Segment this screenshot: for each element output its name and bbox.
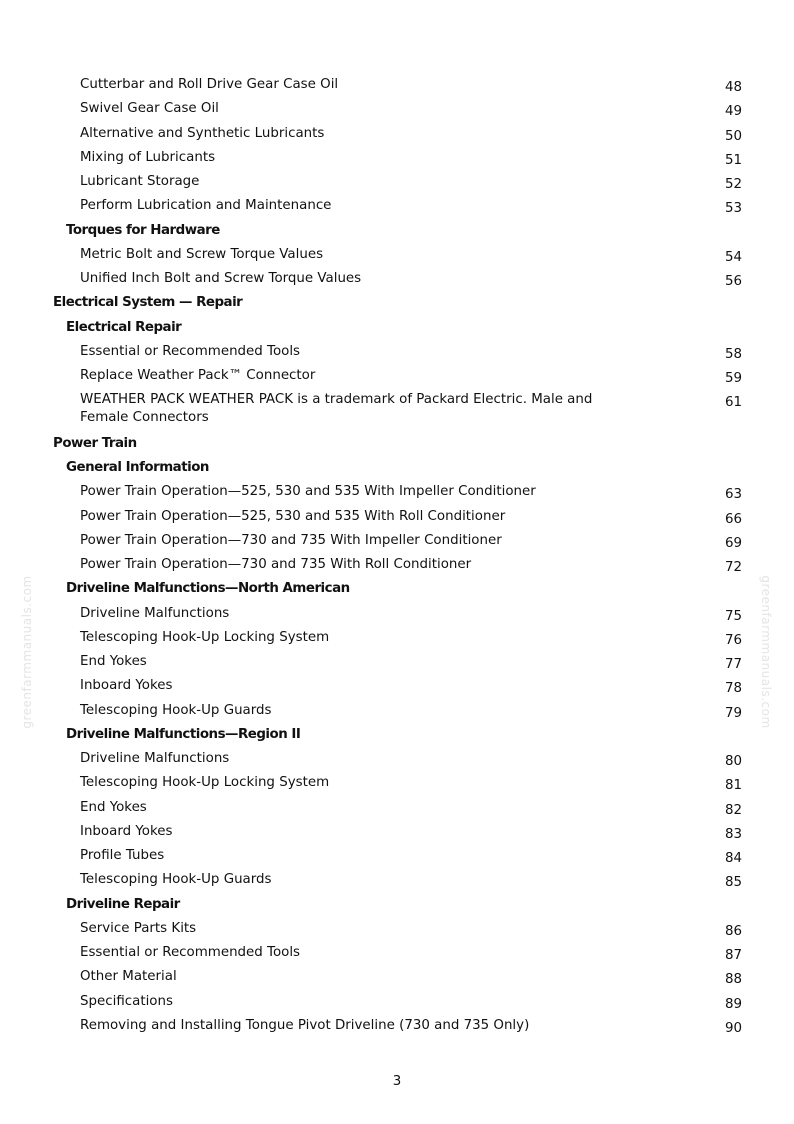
toc-entry[interactable] bbox=[0, 100, 794, 118]
toc-entry-title: Power Train Operation—730 and 735 With Roll Conditioner bbox=[80, 557, 472, 572]
toc-entry-title: Profile Tubes bbox=[80, 848, 165, 863]
toc-entry-page-number: 77 bbox=[724, 657, 742, 672]
toc-entry-title: Metric Bolt and Screw Torque Values bbox=[80, 247, 324, 262]
toc-entry-page-number: 59 bbox=[724, 371, 742, 386]
toc-entry-page-number: 81 bbox=[724, 778, 742, 793]
toc-entry-title: Perform Lubrication and Maintenance bbox=[80, 198, 332, 213]
toc-entry-title: Essential or Recommended Tools bbox=[80, 945, 301, 960]
toc-entry-page-number: 86 bbox=[724, 924, 742, 939]
toc-entry-title: Telescoping Hook-Up Locking System bbox=[80, 630, 330, 645]
toc-entry-title: Inboard Yokes bbox=[80, 824, 173, 839]
toc-entry-title: Swivel Gear Case Oil bbox=[80, 101, 219, 116]
toc-entry-page-number: 61 bbox=[724, 395, 742, 410]
toc-entry-title: Inboard Yokes bbox=[80, 678, 173, 693]
toc-entry[interactable] bbox=[0, 629, 794, 647]
toc-entry-page-number: 79 bbox=[724, 706, 742, 721]
toc-entry-title: Power Train bbox=[53, 436, 137, 451]
toc-entry-page-number: 53 bbox=[724, 201, 742, 216]
watermark-right: greenfarmmanuals.com bbox=[759, 575, 773, 729]
toc-entry-page-number: 66 bbox=[724, 512, 742, 527]
toc-entry-title: Lubricant Storage bbox=[80, 174, 200, 189]
toc-entry-page-number: 56 bbox=[724, 274, 742, 289]
toc-entry[interactable] bbox=[0, 823, 794, 841]
toc-entry-title: Driveline Malfunctions bbox=[80, 751, 230, 766]
toc-section-heading bbox=[0, 319, 794, 337]
toc-entry[interactable] bbox=[0, 847, 794, 865]
toc-entry-page-number: 72 bbox=[724, 560, 742, 575]
toc-entry-title: Removing and Installing Tongue Pivot Driveline (730 and 735 Only) bbox=[80, 1018, 530, 1033]
watermark-left: greenfarmmanuals.com bbox=[20, 575, 34, 729]
toc-entry[interactable] bbox=[0, 508, 794, 526]
toc-entry-title: Power Train Operation—730 and 735 With Impeller Conditioner bbox=[80, 533, 502, 548]
toc-section-heading bbox=[0, 459, 794, 477]
toc-section-heading bbox=[0, 726, 794, 744]
toc-entry[interactable] bbox=[0, 270, 794, 288]
toc-entry-page-number: 52 bbox=[724, 177, 742, 192]
toc-entry-page-number: 51 bbox=[724, 153, 742, 168]
toc-entry[interactable] bbox=[0, 173, 794, 191]
toc-entry-title: Other Material bbox=[80, 969, 177, 984]
toc-entry[interactable] bbox=[0, 391, 794, 427]
toc-entry-page-number: 90 bbox=[724, 1021, 742, 1036]
toc-entry-title: End Yokes bbox=[80, 654, 147, 669]
toc-entry-page-number: 87 bbox=[724, 948, 742, 963]
toc-entry[interactable] bbox=[0, 944, 794, 962]
toc-entry-title: Driveline Repair bbox=[66, 897, 180, 912]
toc-entry[interactable] bbox=[0, 367, 794, 385]
toc-entry[interactable] bbox=[0, 774, 794, 792]
toc-section-heading bbox=[0, 896, 794, 914]
toc-entry-page-number: 88 bbox=[724, 972, 742, 987]
toc-entry-title: Driveline Malfunctions—Region II bbox=[66, 727, 301, 742]
toc-entry-title: Cutterbar and Roll Drive Gear Case Oil bbox=[80, 77, 339, 92]
toc-entry-page-number: 48 bbox=[724, 80, 742, 95]
toc-entry-title: Power Train Operation—525, 530 and 535 With Roll Conditioner bbox=[80, 509, 506, 524]
toc-entry-title: Driveline Malfunctions bbox=[80, 606, 230, 621]
toc-section-heading bbox=[0, 222, 794, 240]
toc-entry-title: WEATHER PACK WEATHER PACK is a trademark of Packard Electric. Male and Female Connectors bbox=[80, 392, 593, 425]
toc-entry-title: Power Train Operation—525, 530 and 535 With Impeller Conditioner bbox=[80, 484, 536, 499]
toc-entry[interactable] bbox=[0, 750, 794, 768]
toc-entry[interactable] bbox=[0, 799, 794, 817]
page-number: 3 bbox=[392, 1074, 402, 1089]
toc-entry[interactable] bbox=[0, 556, 794, 574]
toc-entry-title: Driveline Malfunctions—North American bbox=[66, 581, 350, 596]
toc-entry-page-number: 89 bbox=[724, 997, 742, 1012]
toc-entry-page-number: 76 bbox=[724, 633, 742, 648]
toc-entry[interactable] bbox=[0, 653, 794, 671]
toc-entry-title: Telescoping Hook-Up Locking System bbox=[80, 775, 330, 790]
toc-entry-page-number: 69 bbox=[724, 536, 742, 551]
toc-entry[interactable] bbox=[0, 920, 794, 938]
toc-entry-page-number: 54 bbox=[724, 250, 742, 265]
toc-entry[interactable] bbox=[0, 483, 794, 501]
toc-entry[interactable] bbox=[0, 993, 794, 1011]
toc-entry-page-number: 50 bbox=[724, 129, 742, 144]
toc-entry-page-number: 83 bbox=[724, 827, 742, 842]
toc-entry-page-number: 49 bbox=[724, 104, 742, 119]
toc-entry-page-number: 58 bbox=[724, 347, 742, 362]
toc-entry-page-number: 82 bbox=[724, 803, 742, 818]
toc-entry-page-number: 84 bbox=[724, 851, 742, 866]
toc-entry-title: Torques for Hardware bbox=[66, 223, 220, 238]
toc-entry[interactable] bbox=[0, 149, 794, 167]
toc-entry-title: Electrical Repair bbox=[66, 320, 182, 335]
toc-entry-page-number: 85 bbox=[724, 875, 742, 890]
toc-entry[interactable] bbox=[0, 246, 794, 264]
toc-entry-page-number: 80 bbox=[724, 754, 742, 769]
toc-entry[interactable] bbox=[0, 1017, 794, 1035]
toc-entry[interactable] bbox=[0, 605, 794, 623]
toc-entry-page-number: 78 bbox=[724, 681, 742, 696]
toc-entry-title: Alternative and Synthetic Lubricants bbox=[80, 126, 325, 141]
toc-section-heading bbox=[0, 435, 794, 453]
toc-entry-title: Essential or Recommended Tools bbox=[80, 344, 301, 359]
toc-entry-page-number: 63 bbox=[724, 487, 742, 502]
toc-entry-title: Electrical System — Repair bbox=[53, 295, 243, 310]
toc-entry[interactable] bbox=[0, 677, 794, 695]
toc-entry[interactable] bbox=[0, 871, 794, 889]
toc-entry-title: General Information bbox=[66, 460, 209, 475]
toc-entry[interactable] bbox=[0, 76, 794, 94]
toc-entry[interactable] bbox=[0, 532, 794, 550]
toc-entry-title: Telescoping Hook-Up Guards bbox=[80, 872, 272, 887]
toc-entry[interactable] bbox=[0, 343, 794, 361]
toc-entry-page-number: 75 bbox=[724, 609, 742, 624]
toc-section-heading bbox=[0, 294, 794, 312]
toc-entry[interactable] bbox=[0, 702, 794, 720]
toc-entry[interactable] bbox=[0, 968, 794, 986]
toc-section-heading bbox=[0, 580, 794, 598]
toc-entry[interactable] bbox=[0, 197, 794, 215]
toc-entry-title: Unified Inch Bolt and Screw Torque Values bbox=[80, 271, 362, 286]
toc-entry-title: Mixing of Lubricants bbox=[80, 150, 216, 165]
toc-entry-title: End Yokes bbox=[80, 800, 147, 815]
toc-entry-title: Replace Weather Pack™ Connector bbox=[80, 368, 316, 383]
toc-entry-title: Specifications bbox=[80, 994, 173, 1009]
toc-entry[interactable] bbox=[0, 125, 794, 143]
toc-entry-title: Telescoping Hook-Up Guards bbox=[80, 703, 272, 718]
toc-entry-title: Service Parts Kits bbox=[80, 921, 197, 936]
